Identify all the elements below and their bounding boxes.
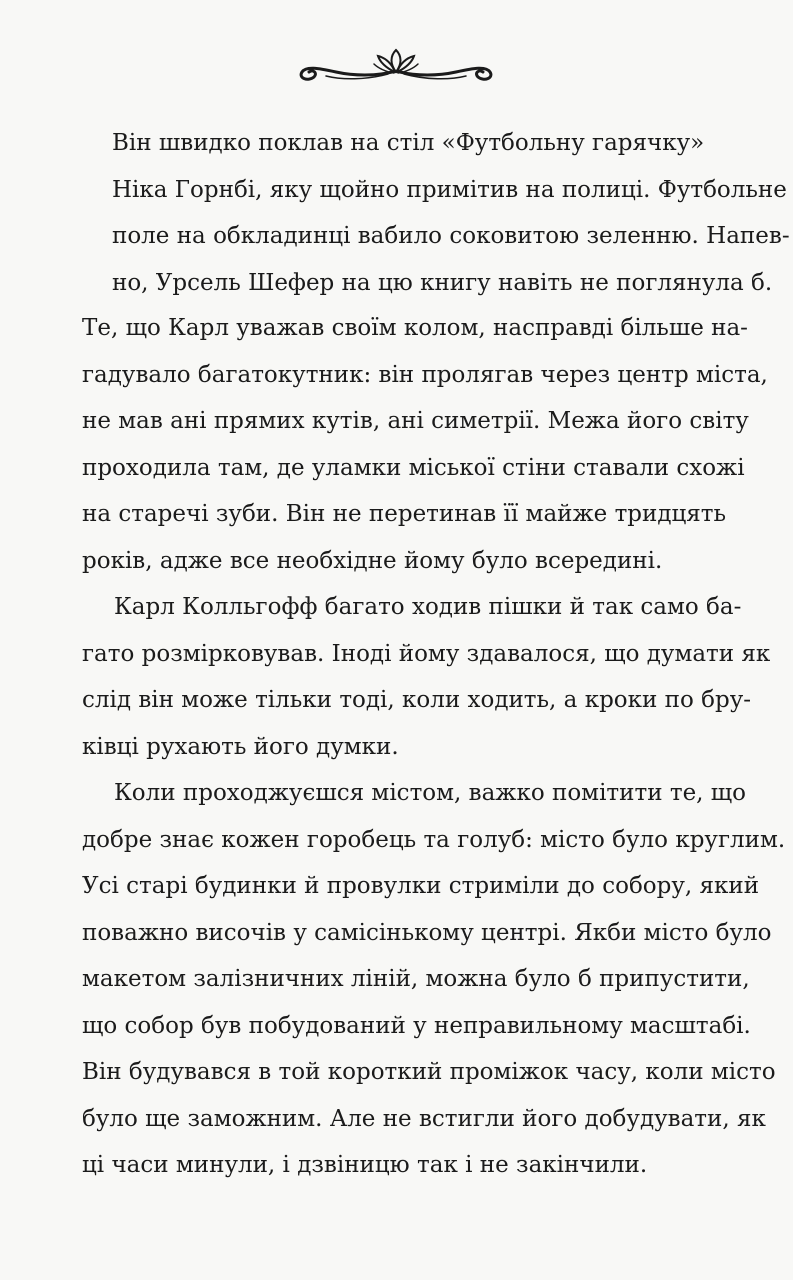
paragraph-4 bbox=[82, 770, 786, 1189]
text-line: поважно височів у самісінькому центрі. Якби місто було bbox=[82, 919, 772, 946]
text-line: ці часи минули, і дзвіницю так і не закінчили. bbox=[82, 1152, 648, 1178]
text-line: Він швидко поклав на стіл «Футбольну гарячку» bbox=[112, 130, 705, 156]
text-line: на старечі зуби. Він не перетинав її майже тридцять bbox=[82, 501, 727, 527]
text-line: Карл Колльгофф багато ходив пішки й так само ба- bbox=[114, 594, 742, 620]
text-line: гато розмірковував. Іноді йому здавалося, що думати як bbox=[82, 640, 771, 667]
text-line: Ніка Горнбі, яку щойно примітив на полиці. Футбольне bbox=[112, 176, 787, 203]
text-line: було ще заможним. Але не встигли його добудувати, як bbox=[82, 1105, 766, 1132]
paragraph-2 bbox=[82, 305, 768, 584]
text-line: не мав ані прямих кутів, ані симетрії. Межа його світу bbox=[82, 408, 749, 434]
text-line: Усі старі будинки й провулки стриміли до собору, який bbox=[82, 873, 760, 899]
text-line: років, адже все необхідне йому було всередині. bbox=[82, 547, 663, 574]
paragraph-3 bbox=[82, 584, 771, 770]
top-ornament-icon bbox=[296, 42, 496, 92]
text-line: що собор був побудований у неправильному масштабі. bbox=[82, 1012, 751, 1039]
text-line: но, Урсель Шефер на цю книгу навіть не поглянула б. bbox=[112, 269, 773, 296]
text-line: макетом залізничних ліній, можна було б припустити, bbox=[82, 966, 750, 992]
text-line: проходила там, де уламки міської стіни ставали схожі bbox=[82, 454, 745, 481]
paragraph-1 bbox=[112, 120, 790, 306]
text-line: поле на обкладинці вабило соковитою зеленню. Напев- bbox=[112, 223, 790, 249]
text-line: Він будувався в той короткий проміжок часу, коли місто bbox=[82, 1059, 776, 1085]
text-line: гадувало багатокутник: він пролягав через центр міста, bbox=[82, 361, 768, 388]
text-line: добре знає кожен горобець та голуб: місто було круглим. bbox=[82, 826, 786, 853]
text-line: Коли проходжуєшся містом, важко помітити те, що bbox=[114, 780, 747, 806]
text-line: слід він може тільки тоді, коли ходить, а кроки по бру- bbox=[82, 687, 752, 713]
text-line: Те, що Карл уважав своїм колом, насправді більше на- bbox=[82, 315, 748, 341]
text-line: ківці рухають його думки. bbox=[82, 733, 399, 760]
